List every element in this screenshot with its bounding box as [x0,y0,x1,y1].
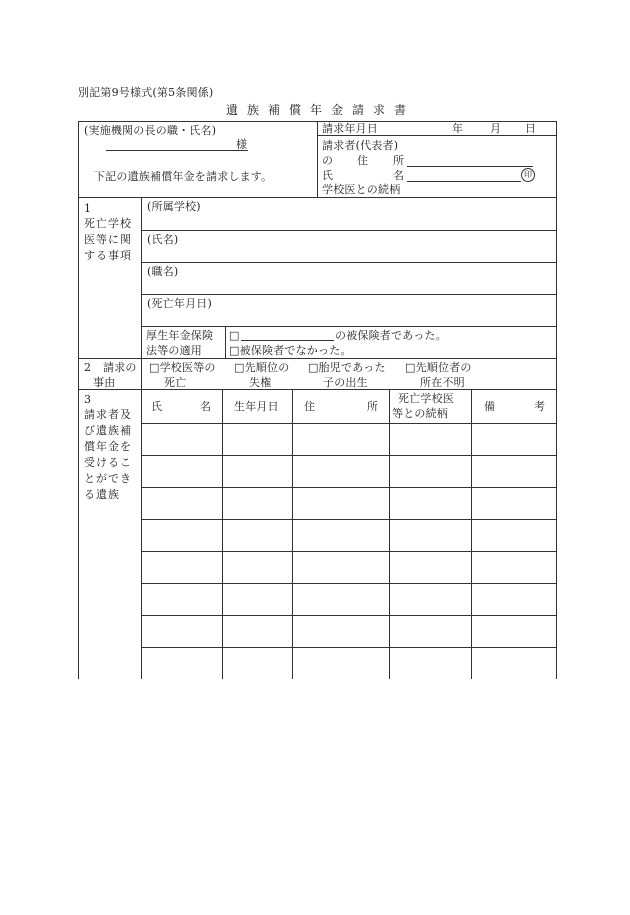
address-label-1: の [322,154,334,167]
institution-head-line[interactable] [106,150,248,151]
address-line[interactable] [407,166,533,167]
s3-col-divider [292,389,293,679]
s3-row-line [141,647,556,648]
name-label-1: 氏 [322,169,334,182]
claimant-label: 請求者(代表者) [322,139,399,152]
date-label: 請求年月日 [322,122,378,135]
reason-teacher-death-2: 死亡 [164,376,187,389]
s1-row-line-3 [141,294,556,295]
s3-row-line [141,487,556,488]
col-remarks-b: 考 [534,400,546,413]
reason-prior-unknown-2: 所在不明 [420,376,465,389]
col-name-a: 氏 [151,400,163,413]
s3-col-divider [389,389,390,679]
section3-title: 請求者及び遺族補償年金を受けることができる遺族 [84,408,132,501]
date-year: 年 [452,122,464,135]
honorific: 様 [236,138,248,151]
s3-col-divider [222,389,223,679]
seal-icon: 印 [521,168,535,182]
s3-row-line [141,519,556,520]
s1-row-line-4 [141,326,556,327]
affiliation-field[interactable]: (所属学校) [147,200,201,213]
reason-prior-loss-2: 失権 [249,376,272,389]
institution-head-label: (実施機関の長の職・氏名) [84,124,217,137]
reason-prior-unknown[interactable]: □先順位者の [405,361,472,374]
relation-label: 学校医との続柄 [322,183,401,196]
date-month: 月 [490,122,502,135]
top-block-bottom [78,197,556,198]
section2-title-2: 事由 [93,376,116,389]
s3-row-line [141,455,556,456]
s3-label-divider [141,389,142,679]
pension-label-1: 厚生年金保険 [146,329,214,342]
address-label-2: 住 [357,154,369,167]
pension-insurer-line[interactable] [241,340,334,341]
date-day: 日 [525,122,537,135]
s3-row-line [141,551,556,552]
table-right-border [556,121,557,679]
col-relation-b: 等との続柄 [392,407,448,420]
pension-option-1-checkbox[interactable]: □ [229,329,240,342]
col-name-b: 名 [200,400,212,413]
section3-number: 3 [84,393,92,406]
s1-row-line-1 [141,230,556,231]
col-address-b: 所 [367,400,379,413]
reason-fetus-birth[interactable]: □胎児であった [308,361,386,374]
label-column-divider [141,197,142,389]
page-title: 遺族補償年金請求書 [226,103,416,117]
job-title-field[interactable]: (職名) [147,265,179,278]
form-label: 別記第9号様式(第5条関係) [78,86,214,99]
name-label-2: 名 [393,169,405,182]
section2-title: 請求の [103,361,137,374]
s3-col-divider [471,389,472,679]
reason-prior-loss[interactable]: □先順位の [234,361,290,374]
death-date-field[interactable]: (死亡年月日) [147,297,212,310]
col-remarks-a: 備 [484,400,496,413]
date-row-divider [317,135,556,136]
reason-fetus-birth-2: 子の出生 [323,376,368,389]
table-left-border [78,121,79,679]
s3-header-bottom [141,423,556,424]
s1-bottom [78,358,556,359]
pension-option-2[interactable]: □被保険者でなかった。 [229,344,352,357]
reason-teacher-death[interactable]: □学校医等の [149,361,216,374]
top-block-divider [317,121,318,197]
section2-number: 2 [84,361,92,374]
s1-row-line-2 [141,262,556,263]
pension-divider [225,326,226,358]
pension-option-1-text: の被保険者であった。 [335,329,447,342]
section1-number: 1 [84,202,92,215]
request-sentence: 下記の遺族補償年金を請求します。 [94,170,273,183]
s2-bottom [78,389,556,390]
deceased-name-field[interactable]: (氏名) [147,233,179,246]
col-address-a: 住 [304,400,316,413]
s3-row-line [141,615,556,616]
s3-row-line [141,583,556,584]
section1-title: 死亡学校医等に関する事項 [84,217,132,262]
col-birthdate: 生年月日 [234,400,279,413]
address-label-3: 所 [393,154,405,167]
col-relation-a: 死亡学校医 [398,392,454,405]
name-line[interactable] [407,181,521,182]
pension-label-2: 法等の適用 [146,344,202,357]
